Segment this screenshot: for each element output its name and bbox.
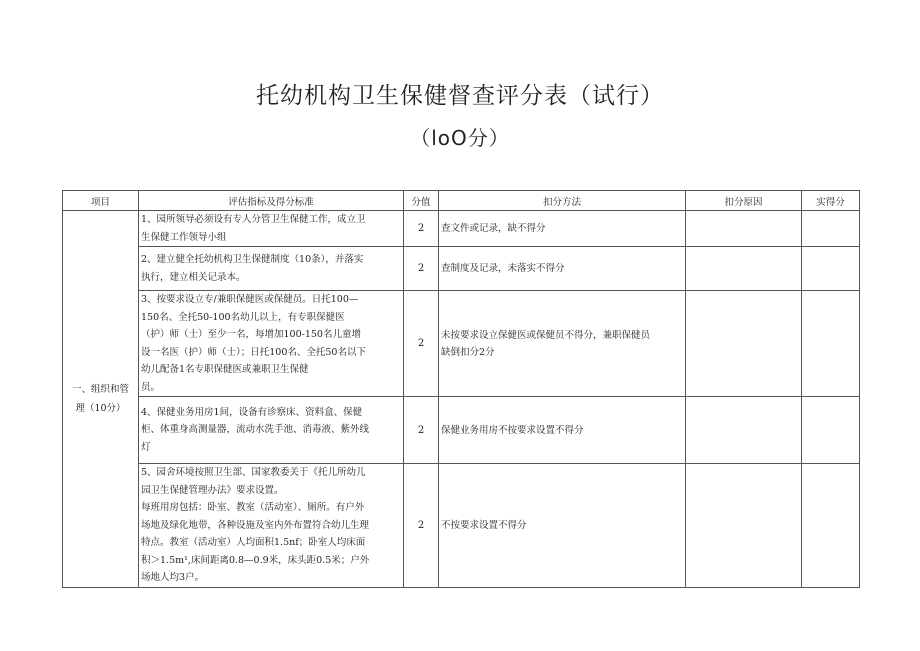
actual-score-cell[interactable] [802, 464, 860, 588]
criteria-cell [139, 464, 404, 588]
method-line: 查制度及记录，未落实不得分 [441, 263, 565, 274]
criteria-line: 灯 [141, 441, 151, 453]
evaluation-table [62, 190, 860, 588]
method-cell [439, 397, 686, 464]
criteria-line: 生保健工作领导小组 [141, 231, 227, 243]
criteria-line: 3、按要求设立专/兼职保健医或保健员。日托100— [141, 294, 359, 305]
header-criteria: 评估指标及得分标准 [139, 191, 404, 211]
criteria-line: 场地及绿化地带，各种设施及室内外布置符合幼儿生理 [141, 519, 370, 531]
criteria-line: 4、保健业务用房1间，设备有诊察床、资料盒、保健 [141, 406, 363, 418]
header-reason: 扣分原因 [686, 191, 802, 211]
criteria-line: （护）师（士）至少一名，每增加100-150名儿童增 [141, 329, 361, 340]
criteria-line: 特点。教室（活动室）人均面积1.5nf；卧室人均床面 [141, 537, 366, 548]
criteria-cell [139, 247, 404, 291]
criteria-line: 积＞1.5m¹,床间距离0.8—0.9米，床头距0.5米；户外 [141, 554, 370, 566]
score-cell: 2 [404, 397, 439, 464]
actual-score-cell[interactable] [802, 247, 860, 291]
table-row [63, 397, 860, 464]
reason-cell[interactable] [686, 211, 802, 247]
score-cell: 2 [404, 247, 439, 291]
method-line: 不按要求设置不得分 [441, 519, 527, 531]
category-label-line2: 理（10分） [75, 402, 126, 414]
criteria-line: 柜、体重身高测量器，流动水洗手池、消毒液、紫外线 [141, 424, 370, 436]
method-cell [439, 211, 686, 247]
method-cell [439, 464, 686, 588]
criteria-line: 幼儿配备1名专职保健医或兼职卫生保健 [141, 364, 309, 375]
score-cell: 2 [404, 211, 439, 247]
header-actual: 实得分 [802, 191, 860, 211]
score-cell: 2 [404, 464, 439, 588]
criteria-line: 5、园舍环境按照卫生部、国家教委关于《托儿所幼儿 [141, 467, 366, 478]
criteria-cell [139, 291, 404, 397]
reason-cell[interactable] [686, 397, 802, 464]
category-label-line1: 一、组织和管 [71, 383, 129, 395]
header-item: 项目 [63, 191, 139, 211]
page-title: 托幼机构卫生保健督查评分表（试行） [256, 83, 664, 109]
method-line: 保健业务用房不按要求设置不得分 [441, 424, 584, 436]
method-cell [439, 247, 686, 291]
method-line: 未按要求设立保健医或保健员不得分，兼职保健员 [441, 329, 651, 341]
reason-cell[interactable] [686, 464, 802, 588]
reason-cell[interactable] [686, 291, 802, 397]
criteria-line: 每班用房包括：卧室、教室（活动室）、厕所。有户外 [141, 502, 365, 513]
criteria-line: 2、建立健全托幼机构卫生保健制度（10条），并落实 [141, 254, 364, 265]
method-line: 查文件或记录，缺不得分 [441, 223, 546, 234]
criteria-cell [139, 397, 404, 464]
page-subtitle: （loO分） [410, 126, 510, 150]
table-row [63, 291, 860, 397]
actual-score-cell[interactable] [802, 211, 860, 247]
criteria-line: 场地人均3户。 [141, 572, 205, 583]
table-header-row [63, 191, 860, 211]
reason-cell[interactable] [686, 247, 802, 291]
criteria-line: 执行，建立相关记录本。 [141, 271, 246, 283]
method-cell [439, 291, 686, 397]
criteria-cell [139, 211, 404, 247]
score-cell: 2 [404, 291, 439, 397]
table-row [63, 247, 860, 291]
criteria-line: 150名、全托50-100名幼儿以上，有专职保健医 [141, 311, 345, 323]
method-line: 缺倒扣分2分 [441, 346, 495, 358]
criteria-line: 员。 [141, 381, 161, 393]
criteria-line: 设一名医（护）师（士）；日托100名、全托50名以下 [141, 346, 366, 358]
table-row [63, 211, 860, 247]
actual-score-cell[interactable] [802, 397, 860, 464]
criteria-line: 园卫生保健管理办法》要求设置。 [141, 484, 284, 496]
category-cell [63, 211, 139, 588]
table-row [63, 464, 860, 588]
header-score: 分值 [404, 191, 439, 211]
header-method: 扣分方法 [439, 191, 686, 211]
actual-score-cell[interactable] [802, 291, 860, 397]
criteria-line: 1、园所领导必须设有专人分管卫生保健工作，成立卫 [141, 214, 366, 225]
